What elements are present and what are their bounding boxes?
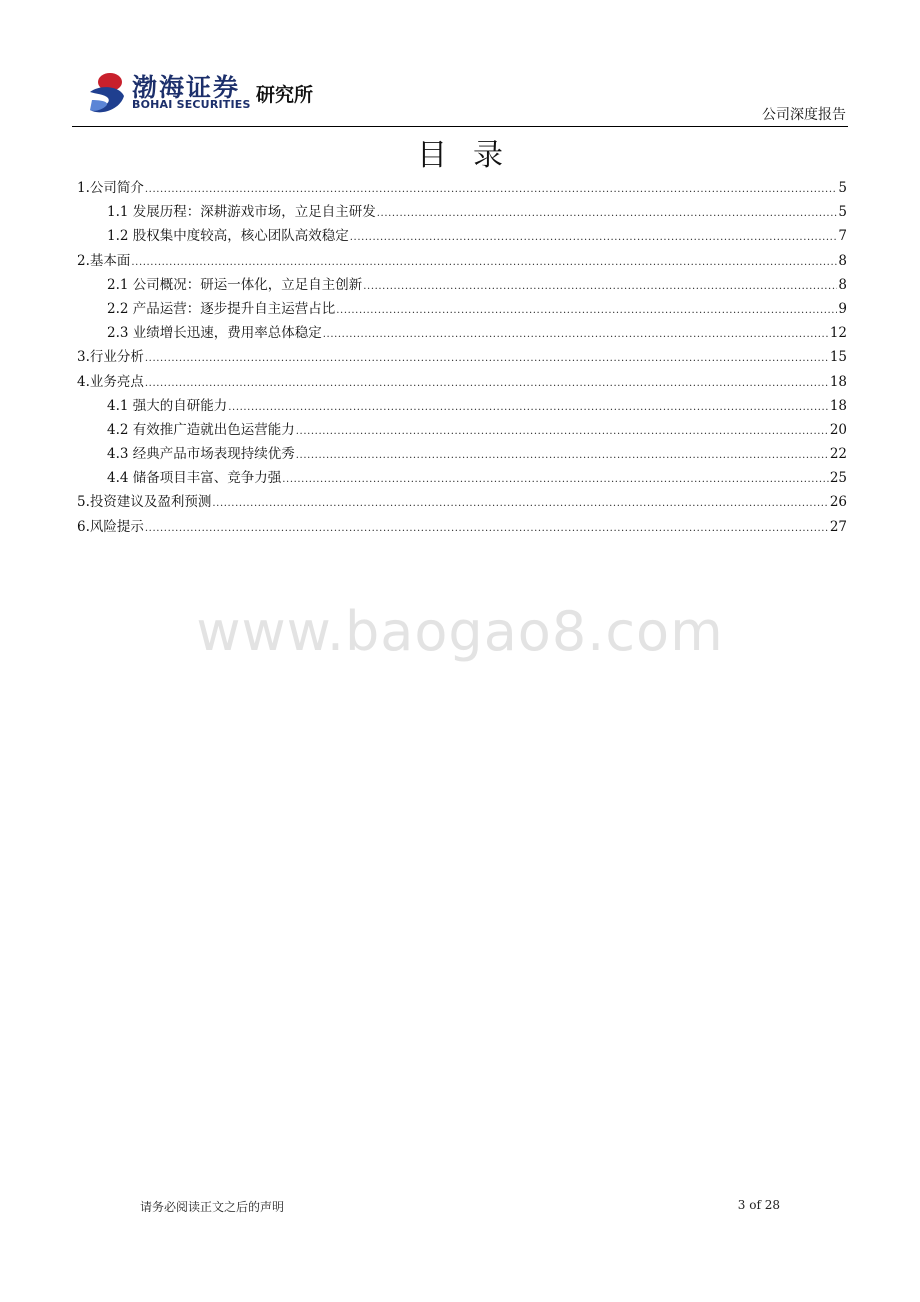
toc-leader-dots bbox=[296, 444, 829, 468]
table-of-contents bbox=[77, 176, 847, 539]
report-type-label: 公司深度报告 bbox=[762, 107, 846, 123]
toc-entry[interactable] bbox=[77, 418, 847, 442]
toc-entry-page: 18 bbox=[829, 397, 847, 414]
toc-entry-page: 20 bbox=[829, 421, 847, 438]
toc-entry[interactable] bbox=[77, 249, 847, 273]
toc-entry[interactable] bbox=[77, 273, 847, 297]
toc-entry-page: 9 bbox=[838, 300, 847, 317]
toc-leader-dots bbox=[228, 396, 829, 420]
toc-entry-page: 8 bbox=[838, 276, 847, 293]
toc-entry[interactable] bbox=[77, 515, 847, 539]
header-divider bbox=[72, 126, 848, 127]
toc-entry-page: 5 bbox=[838, 204, 847, 221]
toc-entry[interactable] bbox=[77, 321, 847, 345]
toc-leader-dots bbox=[296, 420, 829, 444]
toc-leader-dots bbox=[377, 202, 838, 226]
toc-entry[interactable] bbox=[77, 224, 847, 248]
toc-entry-label: 1.公司简介 bbox=[77, 180, 144, 196]
toc-entry-label: 2.基本面 bbox=[77, 252, 131, 269]
report-header bbox=[72, 64, 848, 126]
toc-entry-label: 2.3 业绩增长迅速，费用率总体稳定 bbox=[107, 325, 322, 342]
toc-entry[interactable] bbox=[77, 370, 847, 394]
toc-entry-page: 5 bbox=[838, 180, 847, 196]
footer-page-number: 3 of 28 bbox=[737, 1198, 780, 1212]
footer-disclaimer: 请务必阅读正文之后的声明 bbox=[140, 1200, 285, 1214]
toc-leader-dots bbox=[336, 299, 837, 323]
toc-entry[interactable] bbox=[77, 297, 847, 321]
toc-entry-page: 7 bbox=[838, 228, 847, 245]
toc-entry-label: 6.风险提示 bbox=[77, 518, 144, 535]
toc-entry-label: 3.行业分析 bbox=[77, 349, 144, 366]
toc-entry-page: 15 bbox=[829, 349, 847, 366]
toc-entry-label: 5.投资建议及盈利预测 bbox=[77, 494, 212, 511]
toc-entry-page: 27 bbox=[829, 518, 847, 535]
toc-entry-label: 4.业务亮点 bbox=[77, 373, 144, 390]
toc-entry-label: 2.2 产品运营：逐步提升自主运营占比 bbox=[107, 300, 336, 317]
toc-entry-label: 4.3 经典产品市场表现持续优秀 bbox=[107, 446, 295, 463]
institute-label: 研究所 bbox=[256, 84, 314, 106]
watermark: www.baogao8.com bbox=[196, 600, 724, 663]
toc-entry-label: 2.1 公司概况：研运一体化，立足自主创新 bbox=[107, 276, 363, 293]
toc-entry-page: 25 bbox=[829, 470, 847, 487]
toc-entry[interactable] bbox=[77, 490, 847, 514]
toc-entry[interactable] bbox=[77, 345, 847, 369]
toc-leader-dots bbox=[323, 323, 829, 347]
toc-entry-page: 18 bbox=[829, 373, 847, 390]
toc-entry-page: 12 bbox=[829, 325, 847, 342]
logo-chinese-name: 渤海证券 bbox=[132, 73, 241, 102]
page-title: 目录 bbox=[417, 138, 529, 173]
toc-leader-dots bbox=[145, 517, 829, 541]
toc-leader-dots bbox=[363, 275, 837, 299]
toc-leader-dots bbox=[282, 468, 829, 492]
toc-entry[interactable] bbox=[77, 442, 847, 466]
toc-entry[interactable] bbox=[77, 466, 847, 490]
toc-entry[interactable] bbox=[77, 176, 847, 200]
toc-leader-dots bbox=[350, 226, 838, 250]
toc-entry-page: 26 bbox=[829, 494, 847, 511]
toc-leader-dots bbox=[212, 492, 828, 516]
toc-leader-dots bbox=[145, 178, 838, 202]
toc-entry-page: 22 bbox=[829, 446, 847, 463]
toc-entry-label: 1.1 发展历程：深耕游戏市场，立足自主研发 bbox=[107, 204, 376, 221]
toc-entry-label: 4.4 储备项目丰富、竞争力强 bbox=[107, 470, 282, 487]
bohai-logo-icon bbox=[86, 70, 126, 118]
logo-english-name: BOHAI SECURITIES bbox=[132, 98, 251, 111]
toc-entry-label: 4.2 有效推广造就出色运营能力 bbox=[107, 421, 295, 438]
toc-entry-page: 8 bbox=[838, 252, 847, 269]
toc-entry[interactable] bbox=[77, 394, 847, 418]
toc-entry-label: 4.1 强大的自研能力 bbox=[107, 397, 228, 414]
toc-entry[interactable] bbox=[77, 200, 847, 224]
toc-leader-dots bbox=[145, 347, 829, 371]
toc-entry-label: 1.2 股权集中度较高，核心团队高效稳定 bbox=[107, 228, 349, 245]
toc-leader-dots bbox=[145, 372, 829, 396]
toc-leader-dots bbox=[131, 251, 837, 275]
